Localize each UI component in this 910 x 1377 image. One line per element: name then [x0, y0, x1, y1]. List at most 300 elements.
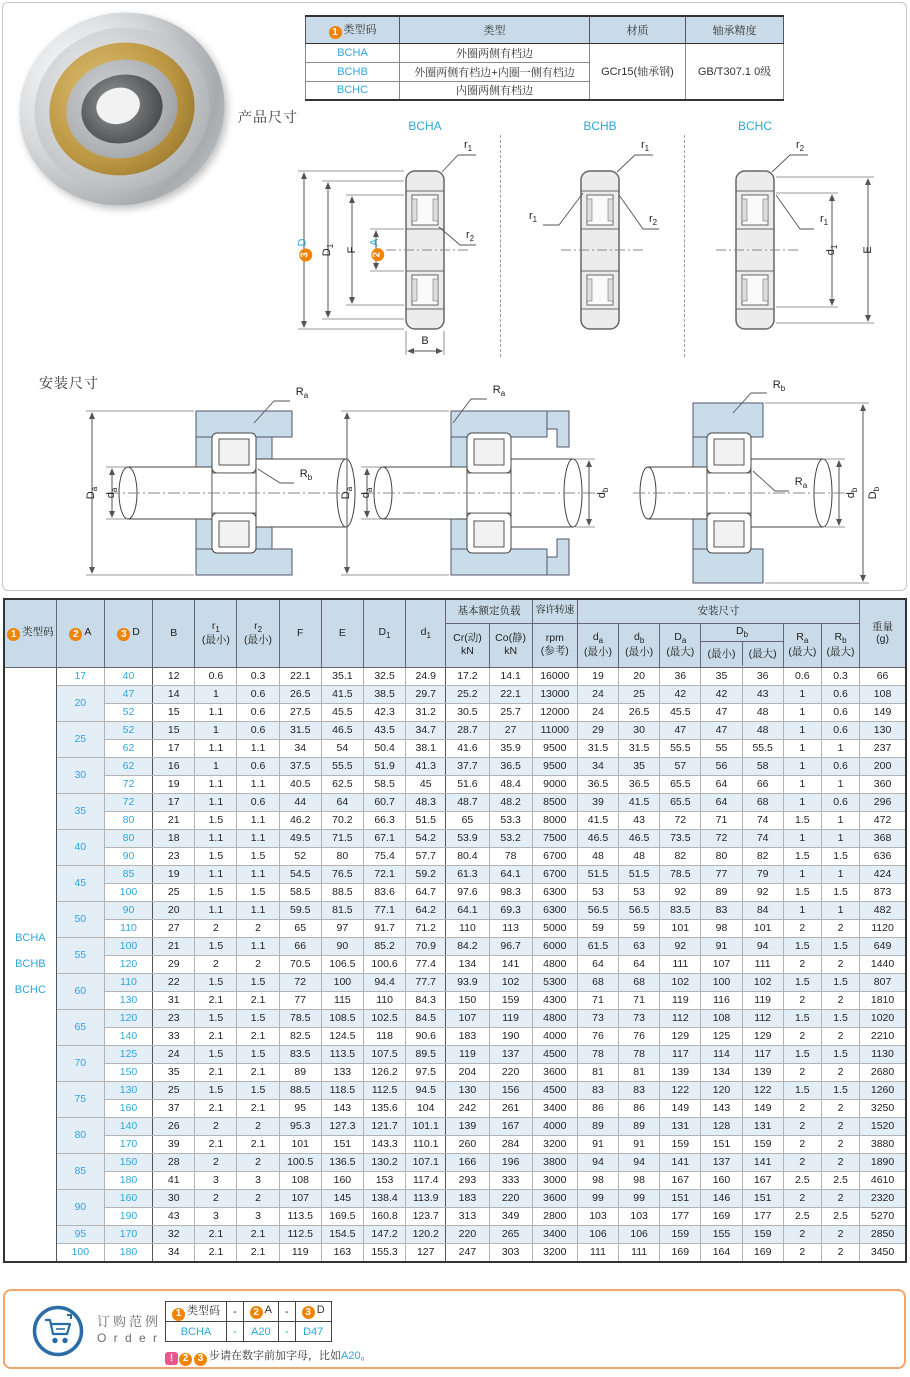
spec-cell: 70.5 [279, 955, 321, 973]
spec-row [4, 901, 906, 919]
spec-cell: 177 [742, 1207, 783, 1225]
spec-cell: 131 [742, 1117, 783, 1135]
spec-row [4, 775, 906, 793]
spec-row [4, 1045, 906, 1063]
spec-cell: 102 [742, 973, 783, 991]
spec-cell: 83 [619, 1081, 660, 1099]
col-d: 3 D [104, 599, 152, 667]
spec-cell: 127 [406, 1243, 446, 1262]
spec-cell: 2.1 [237, 1225, 279, 1243]
spec-cell: 101 [279, 1135, 321, 1153]
order-example-a: A20 [243, 1322, 278, 1342]
spec-cell: 1 [821, 865, 859, 883]
spec-cell: 145 [321, 1189, 363, 1207]
spec-cell: 137 [489, 1045, 532, 1063]
spec-cell: 1020 [860, 1009, 906, 1027]
spec-cell: 99 [619, 1189, 660, 1207]
spec-cell: 1.5 [783, 1045, 821, 1063]
spec-cell: 40.5 [279, 775, 321, 793]
spec-cell: 65 [446, 811, 489, 829]
spec-cell: 108.5 [321, 1009, 363, 1027]
spec-d-value: 170 [104, 1135, 152, 1153]
spec-a-value: 35 [56, 793, 104, 829]
install-2-section [333, 381, 613, 589]
spec-cell: 141 [742, 1153, 783, 1171]
spec-cell: 2 [237, 1153, 279, 1171]
spec-cell: 2.1 [237, 1027, 279, 1045]
spec-cell: 39 [153, 1135, 195, 1153]
spec-cell: 92 [660, 883, 701, 901]
spec-cell: 76.5 [321, 865, 363, 883]
spec-cell: 121.7 [363, 1117, 405, 1135]
install-drawing-2 [333, 381, 613, 589]
spec-cell: 167 [742, 1171, 783, 1189]
spec-a-value: 55 [56, 937, 104, 973]
spec-cell: 100.6 [363, 955, 405, 973]
spec-cell: 2 [821, 1027, 859, 1045]
spec-d-value: 62 [104, 739, 152, 757]
spec-cell: 1.1 [237, 829, 279, 847]
spec-cell: 8500 [532, 793, 577, 811]
spec-cell: 169 [660, 1243, 701, 1262]
spec-cell: 93.9 [446, 973, 489, 991]
dim-label-D: 3D [296, 239, 312, 262]
spec-cell: 111 [619, 1243, 660, 1262]
spec-cell: 85.2 [363, 937, 405, 955]
spec-cell: 29.7 [406, 685, 446, 703]
col-weight: 重量 (g) [860, 599, 906, 667]
spec-cell: 649 [860, 937, 906, 955]
spec-row [4, 1099, 906, 1117]
spec-cell: 55 [701, 739, 742, 757]
order-col-a: 2 A [243, 1302, 278, 1322]
spec-cell: 2.1 [195, 1135, 237, 1153]
spec-cell: 482 [860, 901, 906, 919]
material-value: GCr15(轴承钢) [590, 43, 686, 100]
type-desc-bchc: 内圈两侧有档边 [400, 81, 590, 100]
spec-cell: 64.2 [406, 901, 446, 919]
spec-cell: 220 [489, 1063, 532, 1081]
spec-row [4, 829, 906, 847]
spec-cell: 37 [153, 1099, 195, 1117]
spec-cell: 64 [321, 793, 363, 811]
spec-a-value: 40 [56, 829, 104, 865]
spec-cell: 2 [783, 1189, 821, 1207]
spec-row [4, 991, 906, 1009]
spec-cell: 128 [701, 1117, 742, 1135]
exclamation-icon: ! [165, 1352, 178, 1365]
spec-cell: 166 [446, 1153, 489, 1171]
spec-cell: 72.1 [363, 865, 405, 883]
spec-cell: 57 [660, 757, 701, 775]
spec-cell: 92 [660, 937, 701, 955]
spec-cell: 43 [742, 685, 783, 703]
spec-cell: 296 [860, 793, 906, 811]
spec-cell: 1 [783, 685, 821, 703]
spec-cell: 38.5 [363, 685, 405, 703]
spec-a-value: 85 [56, 1153, 104, 1189]
spec-cell: 38.1 [406, 739, 446, 757]
spec-cell: 141 [489, 955, 532, 973]
spec-cell: 139 [660, 1063, 701, 1081]
spec-cell: 119 [489, 1009, 532, 1027]
spec-cell: 265 [489, 1225, 532, 1243]
spec-cell: 2.1 [195, 1063, 237, 1081]
spec-cell: 2 [783, 1099, 821, 1117]
spec-cell: 48 [742, 703, 783, 721]
spec-cell: 2680 [860, 1063, 906, 1081]
spec-cell: 83.5 [279, 1045, 321, 1063]
spec-cell: 12000 [532, 703, 577, 721]
spec-cell: 65.5 [660, 793, 701, 811]
spec-cell: 51.6 [446, 775, 489, 793]
spec-cell: 1 [783, 901, 821, 919]
spec-cell: 1.1 [195, 775, 237, 793]
spec-cell: 2 [783, 1153, 821, 1171]
spec-cell: 6300 [532, 883, 577, 901]
spec-cell: 54.2 [406, 829, 446, 847]
spec-cell: 27 [489, 721, 532, 739]
spec-cell: 53 [619, 883, 660, 901]
dim-label-db: $d_b$ [595, 487, 611, 499]
spec-cell: 2 [783, 1135, 821, 1153]
spec-cell: 2.5 [821, 1207, 859, 1225]
spec-row [4, 1009, 906, 1027]
spec-cell: 116 [701, 991, 742, 1009]
dim-label-r1: $r_1$ [640, 138, 650, 154]
spec-cell: 108 [279, 1171, 321, 1189]
spec-cell: 99 [577, 1189, 618, 1207]
spec-cell: 160 [701, 1171, 742, 1189]
spec-cell: 151 [701, 1135, 742, 1153]
spec-cell: 91.7 [363, 919, 405, 937]
spec-cell: 27 [153, 919, 195, 937]
spec-cell: 117.4 [406, 1171, 446, 1189]
order-example-dash: - [279, 1322, 296, 1342]
spec-cell: 2800 [532, 1207, 577, 1225]
spec-cell: 13000 [532, 685, 577, 703]
type-code: BCHC [14, 983, 46, 996]
spec-cell: 1 [195, 721, 237, 739]
spec-cell: 2 [237, 955, 279, 973]
spec-cell: 1 [783, 721, 821, 739]
order-col-d: 3 D [295, 1302, 331, 1322]
spec-d-value: 125 [104, 1045, 152, 1063]
spec-cell: 424 [860, 865, 906, 883]
spec-cell: 78 [577, 1045, 618, 1063]
spec-cell: 65.5 [660, 775, 701, 793]
spec-cell: 1.5 [195, 883, 237, 901]
spec-d-value: 160 [104, 1099, 152, 1117]
bcha-cross-section [288, 133, 498, 358]
spec-cell: 56.5 [577, 901, 618, 919]
dim-label-E: E [862, 246, 874, 254]
spec-cell: 2 [783, 991, 821, 1009]
spec-cell: 2.1 [195, 991, 237, 1009]
spec-cell: 2 [783, 955, 821, 973]
spec-table-body [4, 667, 906, 1262]
type-code-header: 1 类型码 [306, 16, 400, 43]
spec-cell: 169 [742, 1243, 783, 1262]
spec-cell: 81.5 [321, 901, 363, 919]
spec-cell: 0.6 [237, 703, 279, 721]
spec-cell: 110.1 [406, 1135, 446, 1153]
install-3-section [623, 378, 878, 589]
spec-cell: 247 [446, 1243, 489, 1262]
spec-d-value: 160 [104, 1189, 152, 1207]
spec-cell: 139 [742, 1063, 783, 1081]
spec-cell: 112 [742, 1009, 783, 1027]
type-code-bcha: BCHA [306, 43, 400, 62]
spec-cell: 19 [577, 667, 618, 685]
dim-label-r1: $r_1$ [528, 209, 538, 225]
spec-cell: 111 [577, 1243, 618, 1262]
spec-cell: 107 [279, 1189, 321, 1207]
spec-cell: 120 [701, 1081, 742, 1099]
spec-cell: 100.5 [279, 1153, 321, 1171]
spec-cell: 1 [195, 685, 237, 703]
spec-cell: 130 [446, 1081, 489, 1099]
spec-cell: 5000 [532, 919, 577, 937]
spec-cell: 115 [321, 991, 363, 1009]
spec-cell: 131 [660, 1117, 701, 1135]
spec-cell: 41.5 [577, 811, 618, 829]
spec-cell: 183 [446, 1027, 489, 1045]
spec-cell: 293 [446, 1171, 489, 1189]
spec-cell: 2.1 [195, 1225, 237, 1243]
spec-cell: 48.7 [446, 793, 489, 811]
spec-d-value: 90 [104, 847, 152, 865]
spec-cell: 4000 [532, 1027, 577, 1045]
spec-cell: 15 [153, 721, 195, 739]
spec-cell: 58 [742, 757, 783, 775]
col-cr: Cr(动) kN [446, 623, 489, 667]
spec-cell: 126.2 [363, 1063, 405, 1081]
spec-cell: 97 [321, 919, 363, 937]
spec-cell: 167 [489, 1117, 532, 1135]
spec-cell: 107.1 [406, 1153, 446, 1171]
spec-cell: 35 [619, 757, 660, 775]
spec-cell: 807 [860, 973, 906, 991]
spec-cell: 122 [742, 1081, 783, 1099]
spec-cell: 6700 [532, 847, 577, 865]
spec-cell: 26.5 [619, 703, 660, 721]
spec-cell: 129 [660, 1027, 701, 1045]
spec-cell: 101 [660, 919, 701, 937]
spec-cell: 107 [701, 955, 742, 973]
spec-cell: 6700 [532, 865, 577, 883]
spec-cell: 65 [279, 919, 321, 937]
spec-cell: 2 [821, 1117, 859, 1135]
spec-table [3, 598, 907, 1263]
spec-row [4, 883, 906, 901]
spec-a-value: 50 [56, 901, 104, 937]
spec-cell: 1 [821, 811, 859, 829]
spec-cell: 160.8 [363, 1207, 405, 1225]
spec-cell: 159 [742, 1135, 783, 1153]
spec-cell: 48 [619, 847, 660, 865]
circled-1-icon: 1 [172, 1308, 185, 1321]
spec-cell: 68 [619, 973, 660, 991]
circled-3-icon: 3 [302, 1306, 315, 1319]
spec-cell: 23 [153, 847, 195, 865]
spec-cell: 74 [742, 811, 783, 829]
spec-d-value: 90 [104, 901, 152, 919]
spec-cell: 12 [153, 667, 195, 685]
spec-d-value: 52 [104, 703, 152, 721]
order-example-row [166, 1322, 332, 1342]
spec-cell: 78 [489, 847, 532, 865]
spec-cell: 36.5 [577, 775, 618, 793]
spec-cell: 3 [237, 1171, 279, 1189]
spec-cell: 110 [363, 991, 405, 1009]
col-ra-max: $R_a$ (最大) [783, 623, 821, 667]
spec-cell: 22 [153, 973, 195, 991]
spec-cell: 141 [660, 1153, 701, 1171]
col-co: Co(静) kN [489, 623, 532, 667]
spec-row [4, 919, 906, 937]
spec-cell: 1.5 [195, 973, 237, 991]
spec-cell: 123.7 [406, 1207, 446, 1225]
spec-cell: 1 [821, 775, 859, 793]
spec-cell: 28 [153, 1153, 195, 1171]
spec-cell: 48 [742, 721, 783, 739]
type-table [305, 15, 784, 101]
spec-cell: 2.1 [237, 1099, 279, 1117]
spec-row [4, 1027, 906, 1045]
spec-cell: 67.1 [363, 829, 405, 847]
spec-cell: 48.4 [489, 775, 532, 793]
spec-cell: 6000 [532, 937, 577, 955]
dim-label-r2: $r_2$ [465, 228, 475, 244]
spec-cell: 190 [489, 1027, 532, 1045]
circled-2-icon: 2 [69, 628, 82, 641]
spec-cell: 1520 [860, 1117, 906, 1135]
spec-cell: 82 [660, 847, 701, 865]
spec-cell: 98 [577, 1171, 618, 1189]
spec-cell: 70.9 [406, 937, 446, 955]
spec-cell: 82 [742, 847, 783, 865]
spec-cell: 1.5 [821, 847, 859, 865]
spec-cell: 24 [153, 1045, 195, 1063]
spec-cell: 17 [153, 793, 195, 811]
spec-d-value: 140 [104, 1117, 152, 1135]
spec-cell: 106 [577, 1225, 618, 1243]
spec-cell: 117 [660, 1045, 701, 1063]
spec-cell: 41.5 [619, 793, 660, 811]
spec-cell: 36 [742, 667, 783, 685]
type-code: BCHB [15, 957, 46, 970]
spec-cell: 134 [446, 955, 489, 973]
dim-label-B: B [421, 335, 429, 347]
spec-cell: 130 [860, 721, 906, 739]
spec-cell: 3800 [532, 1153, 577, 1171]
cart-icon [31, 1304, 85, 1358]
spec-cell: 66 [742, 775, 783, 793]
spec-cell: 155 [701, 1225, 742, 1243]
spec-cell: 19 [153, 865, 195, 883]
spec-cell: 43 [619, 811, 660, 829]
spec-a-value: 95 [56, 1225, 104, 1243]
spec-cell: 52 [279, 847, 321, 865]
spec-cell: 2 [783, 1225, 821, 1243]
col-a: 2 A [56, 599, 104, 667]
spec-cell: 23 [153, 1009, 195, 1027]
spec-cell: 62.5 [321, 775, 363, 793]
spec-cell: 3400 [532, 1099, 577, 1117]
spec-cell: 46.5 [321, 721, 363, 739]
spec-cell: 4610 [860, 1171, 906, 1189]
spec-cell: 2 [821, 1099, 859, 1117]
spec-cell: 151 [742, 1189, 783, 1207]
spec-cell: 1 [783, 793, 821, 811]
spec-cell: 113 [489, 919, 532, 937]
spec-cell: 83 [577, 1081, 618, 1099]
spec-d-value: 47 [104, 685, 152, 703]
spec-cell: 48.2 [489, 793, 532, 811]
dim-label-Ra: $R_a$ [295, 385, 309, 401]
spec-cell: 3600 [532, 1063, 577, 1081]
spec-cell: 113.9 [406, 1189, 446, 1207]
spec-cell: 472 [860, 811, 906, 829]
spec-cell: 53.2 [489, 829, 532, 847]
spec-cell: 1440 [860, 955, 906, 973]
spec-cell: 196 [489, 1153, 532, 1171]
spec-cell: 50.4 [363, 739, 405, 757]
spec-cell: 45.5 [321, 703, 363, 721]
order-note-text: 步请在数字前加字母，比如 [209, 1350, 341, 1362]
spec-cell: 35.9 [489, 739, 532, 757]
spec-d-value: 180 [104, 1171, 152, 1189]
spec-cell: 25.7 [489, 703, 532, 721]
spec-cell: 46.5 [577, 829, 618, 847]
spec-d-value: 72 [104, 793, 152, 811]
spec-cell: 2 [821, 1063, 859, 1081]
spec-cell: 39 [577, 793, 618, 811]
spec-cell: 4000 [532, 1117, 577, 1135]
spec-cell: 143 [321, 1099, 363, 1117]
spec-row [4, 1243, 906, 1262]
spec-cell: 200 [860, 757, 906, 775]
spec-cell: 1.5 [195, 937, 237, 955]
spec-cell: 143 [701, 1099, 742, 1117]
spec-cell: 0.6 [821, 793, 859, 811]
spec-cell: 1.5 [783, 847, 821, 865]
spec-cell: 98 [619, 1171, 660, 1189]
spec-cell: 20 [153, 901, 195, 919]
product-drawing-bchc [688, 133, 910, 358]
spec-cell: 35 [701, 667, 742, 685]
order-example-dash: - [227, 1322, 244, 1342]
spec-cell: 2 [821, 991, 859, 1009]
spec-row [4, 811, 906, 829]
spec-cell: 873 [860, 883, 906, 901]
spec-cell: 47 [660, 721, 701, 739]
spec-cell: 95 [279, 1099, 321, 1117]
spec-cell: 59 [577, 919, 618, 937]
spec-cell: 1130 [860, 1045, 906, 1063]
spec-cell: 31 [153, 991, 195, 1009]
spec-cell: 55.5 [321, 757, 363, 775]
spec-cell: 1 [821, 739, 859, 757]
spec-cell: 20 [619, 667, 660, 685]
spec-cell: 55.5 [742, 739, 783, 757]
spec-cell: 33 [153, 1027, 195, 1045]
spec-cell: 86 [577, 1099, 618, 1117]
spec-cell: 37.5 [279, 757, 321, 775]
col-rpm: rpm (参考) [532, 623, 577, 667]
spec-cell: 1 [783, 703, 821, 721]
